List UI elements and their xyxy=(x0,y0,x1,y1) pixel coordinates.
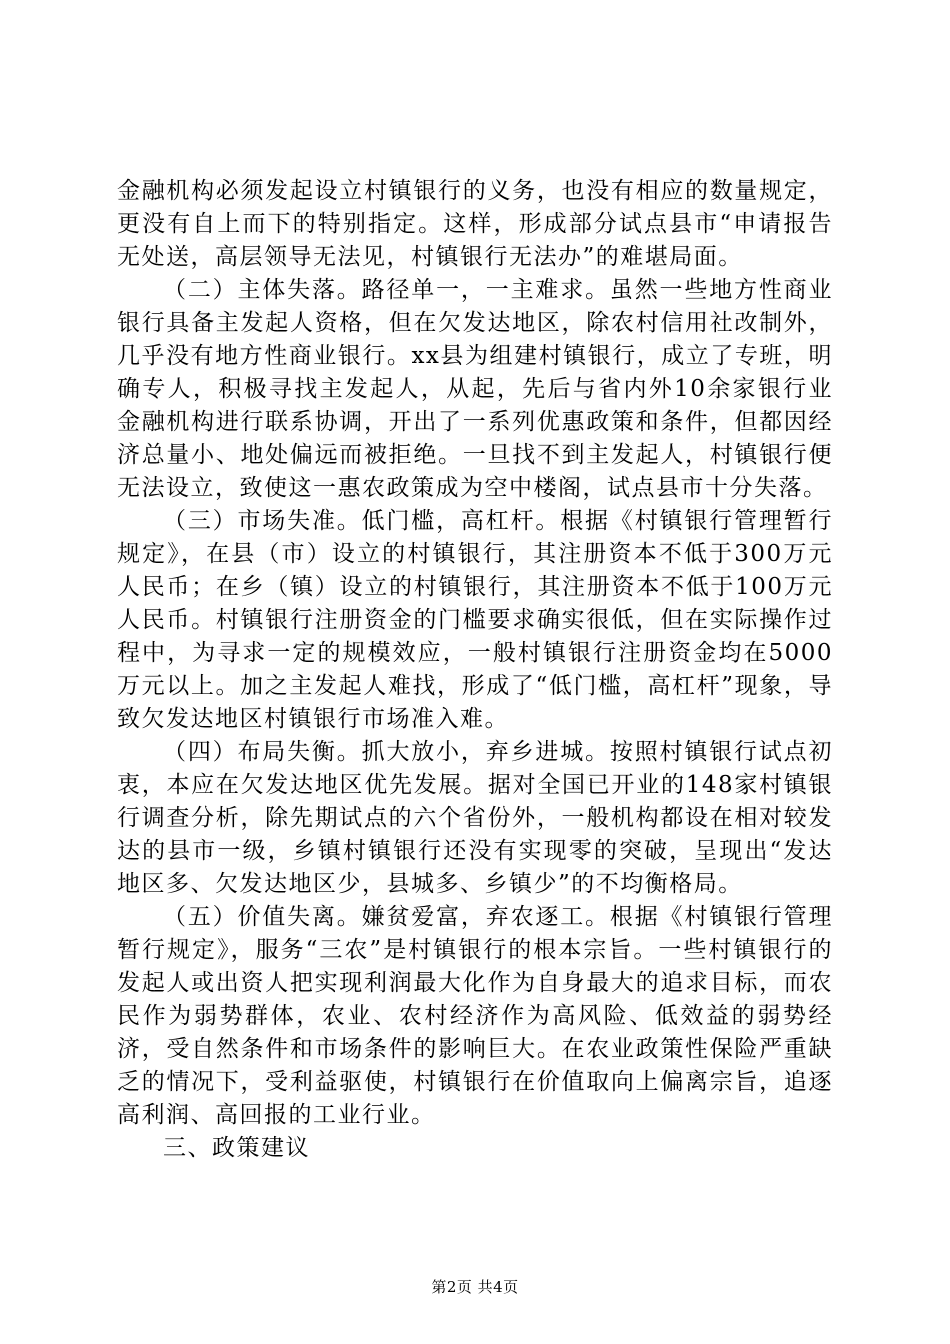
page-number-footer: 第2页 共4页 xyxy=(431,1278,519,1296)
paragraph-section-3: （三）市场失准。低门槛，高杠杆。根据《村镇银行管理暂行规定》，在县（市）设立的村镇银行，其注册资本不低于300万元人民币；在乡（镇）设立的村镇银行，其注册资本不低于100万元人民币。村镇银行注册资金的门槛要求确实很低，但在实际操作过程中，为寻求一定的规模效应，一般村镇银行注册资金均在5000万元以上。加之主发起人难找，形成了“低门槛，高杠杆”现象，导致欠发达地区村镇银行市场准入难。 xyxy=(117,508,833,732)
body-text xyxy=(117,175,833,1165)
paragraph-section-2: （二）主体失落。路径单一，一主难求。虽然一些地方性商业银行具备主发起人资格，但在欠发达地区，除农村信用社改制外，几乎没有地方性商业银行。xx县为组建村镇银行，成立了专班，明确专人，积极寻找主发起人，从起，先后与省内外10余家银行业金融机构进行联系协调，开出了一系列优惠政策和条件，但都因经济总量小、地处偏远而被拒绝。一旦找不到主发起人，村镇银行便无法设立，致使这一惠农政策成为空中楼阁，试点县市十分失落。 xyxy=(117,277,833,501)
section-heading-policy: 三、政策建议 xyxy=(163,1135,310,1161)
paragraph-section-5: （五）价值失离。嫌贫爱富，弃农逐工。根据《村镇银行管理暂行规定》，服务“三农”是村镇银行的根本宗旨。一些村镇银行的发起人或出资人把实现利润最大化作为自身最大的追求目标，而农民作为弱势群体，农业、农村经济作为高风险、低效益的弱势经济，受自然条件和市场条件的影响巨大。在农业政策性保险严重缺乏的情况下，受利益驱使，村镇银行在价值取向上偏离宗旨，追逐高利润、高回报的工业行业。 xyxy=(117,904,833,1128)
paragraph-continuation: 金融机构必须发起设立村镇银行的义务，也没有相应的数量规定，更没有自上而下的特别指定。这样，形成部分试点县市“申请报告无处送，高层领导无法见，村镇银行无法办”的难堪局面。 xyxy=(117,178,833,270)
paragraph-section-4: （四）布局失衡。抓大放小，弃乡进城。按照村镇银行试点初衷，本应在欠发达地区优先发展。据对全国已开业的148家村镇银行调查分析，除先期试点的六个省份外，一般机构都设在相对较发达的县市一级，乡镇村镇银行还没有实现零的突破，呈现出“发达地区多、欠发达地区少，县城多、乡镇少”的不均衡格局。 xyxy=(117,739,833,897)
